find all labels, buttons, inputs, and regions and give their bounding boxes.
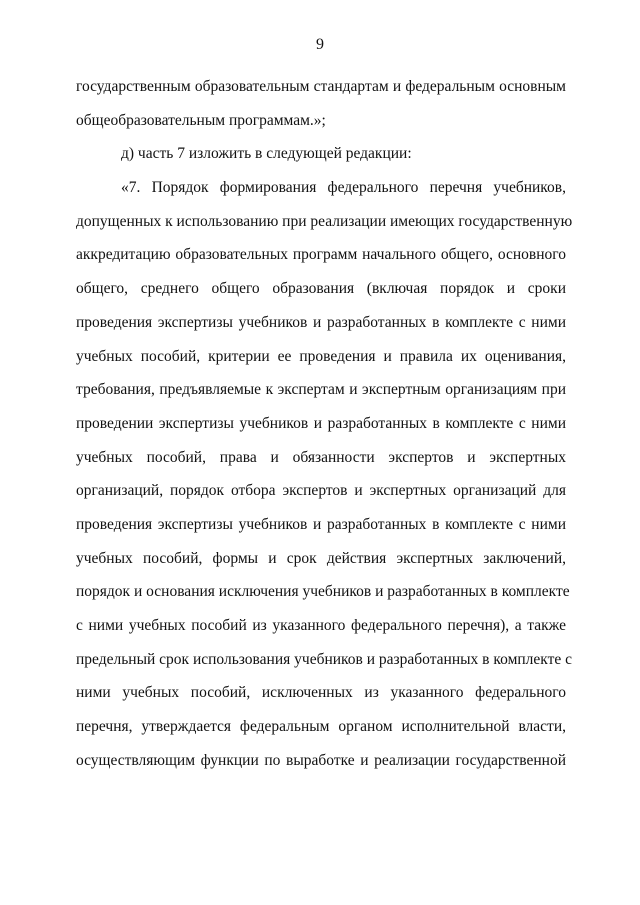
text-line: «7. Порядок формирования федерального перечня учебников, [121,179,566,197]
text-line: проведения экспертизы учебников и разработанных в комплекте с ними [76,313,566,331]
text-line: порядок и основания исключения учебников и разработанных в комплекте [76,583,570,601]
text-line: предельный срок использования учебников и разработанных в комплекте с [76,650,573,668]
text-line: государственным образовательным стандартам и федеральным основным [76,78,566,95]
document-body [76,70,573,777]
text-line: общего, среднего общего образования (включая порядок и сроки [76,280,566,298]
text-line: проведении экспертизы учебников и разработанных в комплекте с ними [76,414,566,432]
text-line: организаций, порядок отбора экспертов и экспертных организаций для [76,482,566,500]
text-line: аккредитацию образовательных программ начального общего, основного [76,246,566,264]
text-line: учебных пособий, права и обязанности экспертов и экспертных [76,448,566,466]
text-line: общеобразовательным программам.»; [76,111,326,129]
text-line: учебных пособий, критерии ее проведения и правила их оценивания, [76,347,566,365]
text-line: перечня, утверждается федеральным органом исполнительной власти, [76,718,566,736]
text-line: осуществляющим функции по выработке и реализации государственной [76,751,566,769]
text-line: с ними учебных пособий из указанного федерального перечня), а также [76,617,566,634]
text-line: д) часть 7 изложить в следующей редакции: [121,145,412,163]
text-line: проведения экспертизы учебников и разработанных в комплекте с ними [76,515,566,533]
text-line: учебных пособий, формы и срок действия экспертных заключений, [76,549,566,567]
text-line: требования, предъявляемые к экспертам и экспертным организациям при [76,381,566,399]
text-line: ними учебных пособий, исключенных из указанного федерального [76,684,566,702]
page-number: 9 [316,36,324,53]
text-line: допущенных к использованию при реализации имеющих государственную [76,212,573,230]
